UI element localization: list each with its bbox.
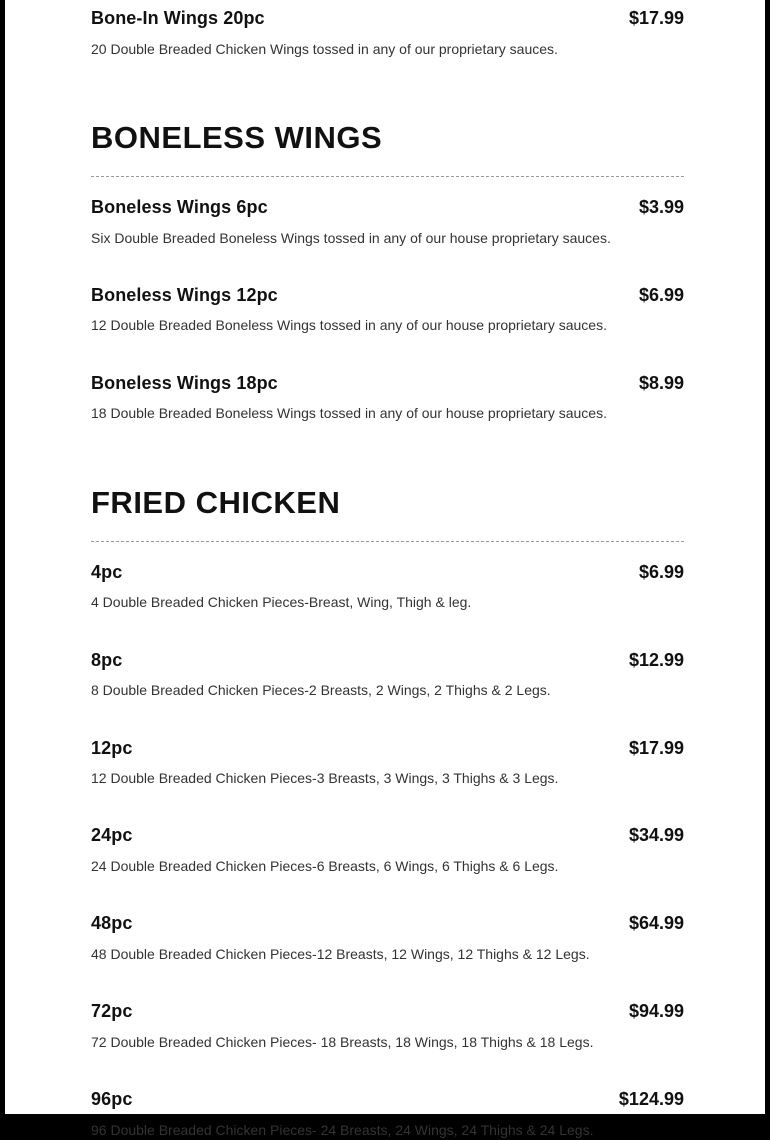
menu-item-price: $3.99	[638, 196, 684, 217]
spacer	[91, 520, 684, 541]
menu-item-name: 4pc	[91, 561, 123, 582]
menu-item[interactable]	[91, 285, 684, 336]
spacer	[91, 788, 684, 825]
menu-item-price: $17.99	[628, 737, 684, 758]
menu-item-header	[91, 825, 684, 847]
menu-item-description: 72 Double Breaded Chicken Pieces- 18 Breasts, 18 Wings, 18 Thighs & 18 Legs.	[91, 1033, 594, 1050]
menu-item[interactable]	[91, 1001, 684, 1052]
menu-item-price: $12.99	[628, 649, 684, 670]
section-title: BONELESS WINGS	[91, 119, 383, 155]
menu-item-header	[91, 562, 684, 584]
menu-item-name: 72pc	[91, 1001, 133, 1022]
spacer	[91, 964, 684, 1001]
menu-item-header	[91, 738, 684, 760]
menu-item-price: $6.99	[638, 284, 684, 305]
menu-item-header	[91, 650, 684, 672]
menu-item-name: 96pc	[91, 1089, 133, 1110]
menu-item[interactable]	[91, 825, 684, 876]
menu-item-description: 12 Double Breaded Boneless Wings tossed in any of our house proprietary sauces.	[91, 317, 607, 334]
menu-item[interactable]	[91, 913, 684, 964]
menu-item-price: $8.99	[638, 372, 684, 393]
menu-item-description: 12 Double Breaded Chicken Pieces-3 Breasts, 3 Wings, 3 Thighs & 3 Legs.	[91, 770, 559, 787]
menu-section-boneless-wings	[91, 121, 684, 424]
menu-item-price: $34.99	[628, 825, 684, 846]
menu-item-name: 8pc	[91, 649, 123, 670]
menu-item[interactable]	[91, 8, 684, 59]
menu-content	[91, 0, 684, 1140]
menu-item-name: 24pc	[91, 825, 133, 846]
menu-section-fried-chicken	[91, 486, 684, 1140]
menu-item-name: Boneless Wings 18pc	[91, 372, 278, 393]
menu-item-header	[91, 373, 684, 395]
menu-item-name: Boneless Wings 6pc	[91, 196, 268, 217]
menu-item-description: Six Double Breaded Boneless Wings tossed in any of our house proprietary sauces.	[91, 229, 611, 246]
menu-item[interactable]	[91, 197, 684, 248]
menu-item-name: Boneless Wings 12pc	[91, 284, 278, 305]
spacer	[91, 876, 684, 913]
menu-item[interactable]	[91, 562, 684, 613]
spacer	[91, 155, 684, 176]
menu-item[interactable]	[91, 738, 684, 789]
menu-item-description: 24 Double Breaded Chicken Pieces-6 Breasts, 6 Wings, 6 Thighs & 6 Legs.	[91, 858, 559, 875]
section-spacer	[91, 424, 684, 486]
menu-item-header	[91, 285, 684, 307]
menu-item-header	[91, 913, 684, 935]
menu-item-price: $6.99	[638, 561, 684, 582]
menu-item-description: 4 Double Breaded Chicken Pieces-Breast, Wing, Thigh & leg.	[91, 594, 472, 611]
spacer	[91, 613, 684, 650]
menu-item-name: 12pc	[91, 737, 133, 758]
spacer	[91, 701, 684, 738]
menu-item-name: 48pc	[91, 913, 133, 934]
menu-item-description: 48 Double Breaded Chicken Pieces-12 Breasts, 12 Wings, 12 Thighs & 12 Legs.	[91, 945, 590, 962]
spacer	[91, 1052, 684, 1089]
menu-item-price: $17.99	[628, 8, 684, 28]
spacer	[91, 177, 684, 197]
menu-item-description: 8 Double Breaded Chicken Pieces-2 Breasts, 2 Wings, 2 Thighs & 2 Legs.	[91, 682, 551, 699]
section-spacer	[91, 59, 684, 121]
menu-item-price: $64.99	[628, 913, 684, 934]
menu-item[interactable]	[91, 650, 684, 701]
menu-item-header	[91, 1001, 684, 1023]
menu-item-name: Bone-In Wings 20pc	[91, 8, 265, 28]
spacer	[91, 248, 684, 285]
spacer	[91, 336, 684, 373]
menu-item[interactable]	[91, 1089, 684, 1140]
menu-item-header	[91, 8, 684, 30]
menu-item-header	[91, 197, 684, 219]
section-title: FRIED CHICKEN	[91, 484, 341, 520]
menu-item-price: $94.99	[628, 1001, 684, 1022]
menu-item-price: $124.99	[618, 1089, 684, 1110]
menu-item-description: 96 Double Breaded Chicken Pieces- 24 Breasts, 24 Wings, 24 Thighs & 24 Legs.	[91, 1121, 594, 1138]
menu-item[interactable]	[91, 373, 684, 424]
menu-sheet	[5, 0, 765, 1138]
menu-item-header	[91, 1089, 684, 1111]
menu-item-description: 18 Double Breaded Boneless Wings tossed in any of our house proprietary sauces.	[91, 405, 607, 422]
menu-item-description: 20 Double Breaded Chicken Wings tossed in any of our proprietary sauces.	[91, 40, 558, 57]
spacer	[91, 542, 684, 562]
